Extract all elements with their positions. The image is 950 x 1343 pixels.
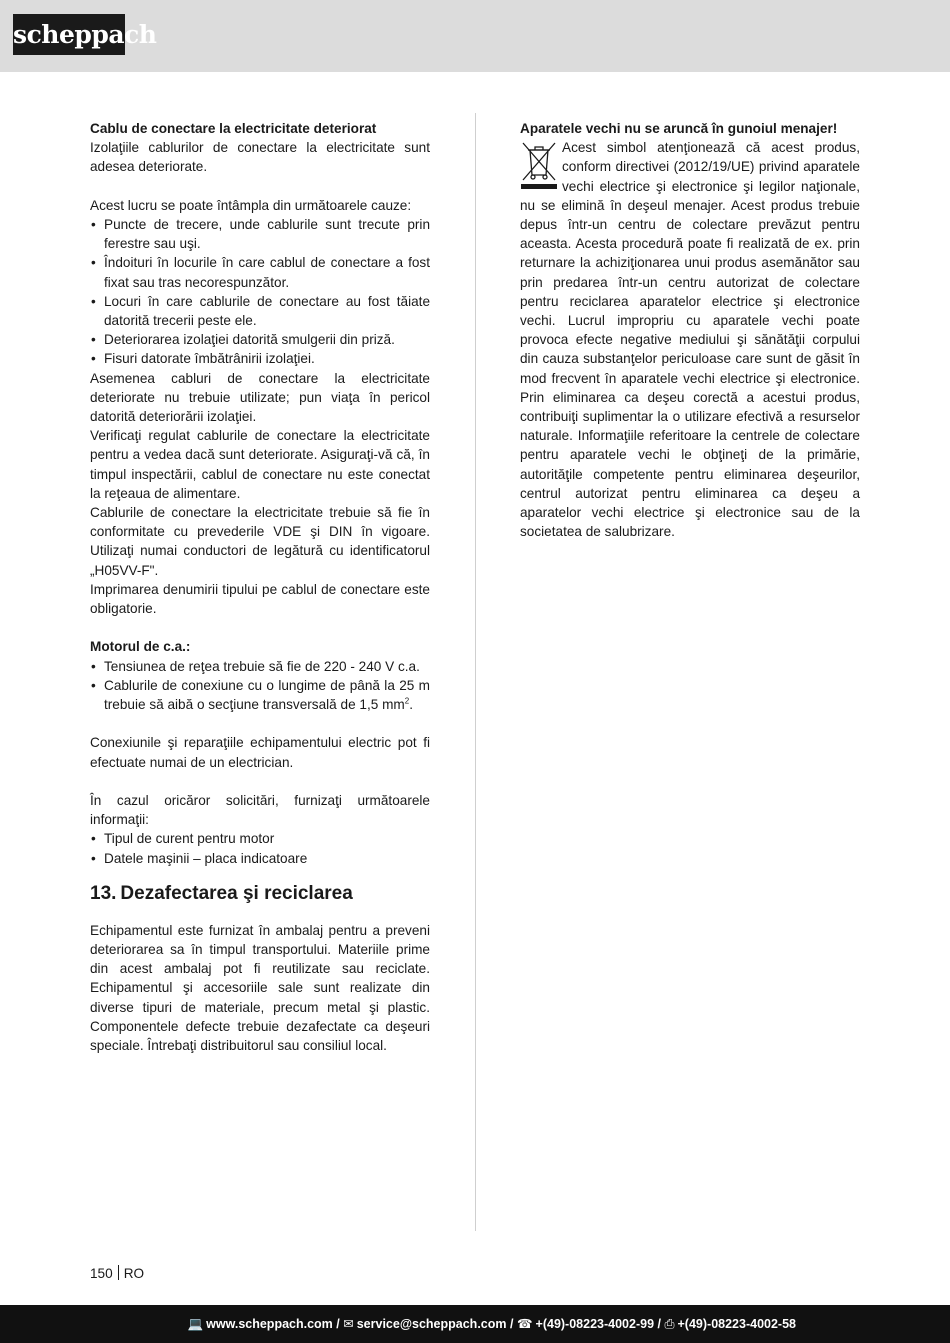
- right-column: [520, 119, 860, 541]
- section-number: 13.: [90, 882, 117, 904]
- list-item: • Datele maşinii – placa indicatoare: [90, 849, 430, 868]
- disposal-heading: Aparatele vechi nu se aruncă în gunoiul menajer!: [520, 121, 838, 136]
- footer-separator: /: [509, 1317, 514, 1331]
- disposal-body: Acest simbol atenţionează că acest produs, conform directivei (2012/19/UE) privind aparatele vechi electrice şi electronice şi legilor naţionale, nu se elimină în deşeul menajer. Acest produs trebuie depus într-un centru de colectare prevăzut pentru aceasta. Acesta procedură poate fi realizată de ex. prin returnare la achiziţionarea unui produs asemănător sau prin predarea într-un centru autorizat de colectare pentru reciclarea aparatelor electrice şi electronice vechi. Lucrul impropriu cu aparatele vechi poate provoca efecte negative mediului şi sănătăţii corpului din cauza substanţelor periculoase care sunt de găsit în mod frecvent în aparatele vechi electrice şi electronice. Prin eliminarea ca deşeu corectă a acestui produs, contribuiţi suplimentar la o utilizare efectivă a resurselor naturale. Informaţiile referitoare la centrele de colectare pentru aparatele vechi le obţineţi de la primărie, autorităţile competente pentru eliminarea deşeurilor, centrul autorizat pentru eliminarea ca deşeu a aparatelor vechi electrice şi electronice sau de la societatea de salubrizare.: [520, 140, 860, 540]
- superscript: 2: [404, 696, 410, 706]
- paragraph: Imprimarea denumirii tipului pe cablul de conectare este obligatorie.: [90, 581, 430, 617]
- brand-logo: scheppach: [13, 14, 125, 55]
- footer-separator: /: [336, 1317, 340, 1331]
- list-item-end: .: [409, 697, 413, 713]
- column-divider: [475, 113, 476, 1231]
- causes-intro: Acest lucru se poate întâmpla din următoarele cauze:: [90, 197, 412, 213]
- inquiry-list: [90, 829, 430, 867]
- list-item: • Puncte de trecere, unde cablurile sunt trecute prin ferestre sau uşi.: [90, 215, 430, 253]
- telephone-icon: ☎: [516, 1317, 533, 1331]
- section-title-text: Dezafectarea şi reciclarea: [120, 882, 353, 904]
- footer-fax: +(49)-08223-4002-58: [677, 1317, 796, 1331]
- list-item-text: Cablurile de conexiune cu o lungime de până la 25 m trebuie să aibă o secţiune transversală de 1,5 mm: [104, 677, 430, 713]
- page-language: RO: [123, 1266, 145, 1281]
- computer-icon: 💻: [187, 1317, 204, 1331]
- weee-crossed-bin-icon: [520, 140, 558, 190]
- separator: [118, 1265, 119, 1280]
- list-item: • Fisuri datorate îmbătrânirii izolaţiei.: [90, 349, 430, 368]
- list-item: • Deteriorarea izolaţiei datorită smulgerii din priză.: [90, 330, 430, 349]
- envelope-icon: ✉: [343, 1317, 354, 1331]
- page-number: [90, 1265, 144, 1283]
- footer-website[interactable]: www.scheppach.com: [206, 1317, 333, 1331]
- cable-intro: Izolaţiile cablurilor de conectare la electricitate sunt adesea deteriorate.: [90, 140, 430, 175]
- paragraph: În cazul oricăror solicitări, furnizaţi următoarele informaţii:: [90, 793, 430, 828]
- list-item: [90, 676, 430, 714]
- page-header: [0, 0, 950, 72]
- cable-heading: Cablu de conectare la electricitate deteriorat: [90, 121, 377, 136]
- list-item: • Tensiunea de reţea trebuie să fie de 220 - 240 V c.a.: [90, 657, 430, 676]
- paragraph: Cablurile de conectare la electricitate trebuie să fie în conformitate cu prevederile VDE şi DIN în vigoare. Utilizaţi numai conductori de legătură cu identificatorul „H05VV-F".: [90, 505, 430, 578]
- page-number-value: 150: [90, 1266, 113, 1281]
- paragraph: Verificaţi regulat cablurile de conectare la electricitate pentru a vedea dacă sunt deteriorate. Asiguraţi-vă că, în timpul inspectării, cablul de conectare nu este conectat la reţeaua de alimentare.: [90, 428, 430, 501]
- motor-heading: Motorul de c.a.:: [90, 639, 191, 655]
- page-footer: [0, 1305, 950, 1343]
- footer-separator: /: [657, 1317, 661, 1331]
- list-item: • Locuri în care cablurile de conectare au fost tăiate datorită trecerii peste ele.: [90, 292, 430, 330]
- list-item: • Tipul de curent pentru motor: [90, 829, 430, 848]
- causes-list: [90, 215, 430, 369]
- motor-list: [90, 657, 430, 715]
- left-column: [90, 119, 430, 1055]
- list-item: • Îndoituri în locurile în care cablul de conectare a fost fixat sau tras necorespunzător.: [90, 253, 430, 291]
- fax-icon: ⎙: [664, 1317, 675, 1331]
- paragraph: Echipamentul este furnizat în ambalaj pentru a preveni deteriorarea sa în timpul transportului. Materiile prime din acest ambalaj pot fi reutilizate sau reciclate. Echipamentul şi accesoriile sale sunt realizate din diverse tipuri de materiale, precum metal şi plastic. Componentele defecte trebuie dezafectate ca deşeuri speciale. Întrebaţi distribuitorul sau consiliul local.: [90, 922, 430, 1054]
- paragraph: Conexiunile şi reparaţiile echipamentului electric pot fi efectuate numai de un electrician.: [90, 735, 430, 770]
- paragraph: Asemenea cabluri de conectare la electricitate deteriorate nu trebuie utilizate; pun viaţa în pericol datorită deteriorării izolaţiei.: [90, 370, 430, 425]
- section-title: [90, 882, 430, 906]
- footer-email[interactable]: service@scheppach.com: [356, 1317, 507, 1331]
- footer-phone: +(49)-08223-4002-99: [535, 1317, 655, 1331]
